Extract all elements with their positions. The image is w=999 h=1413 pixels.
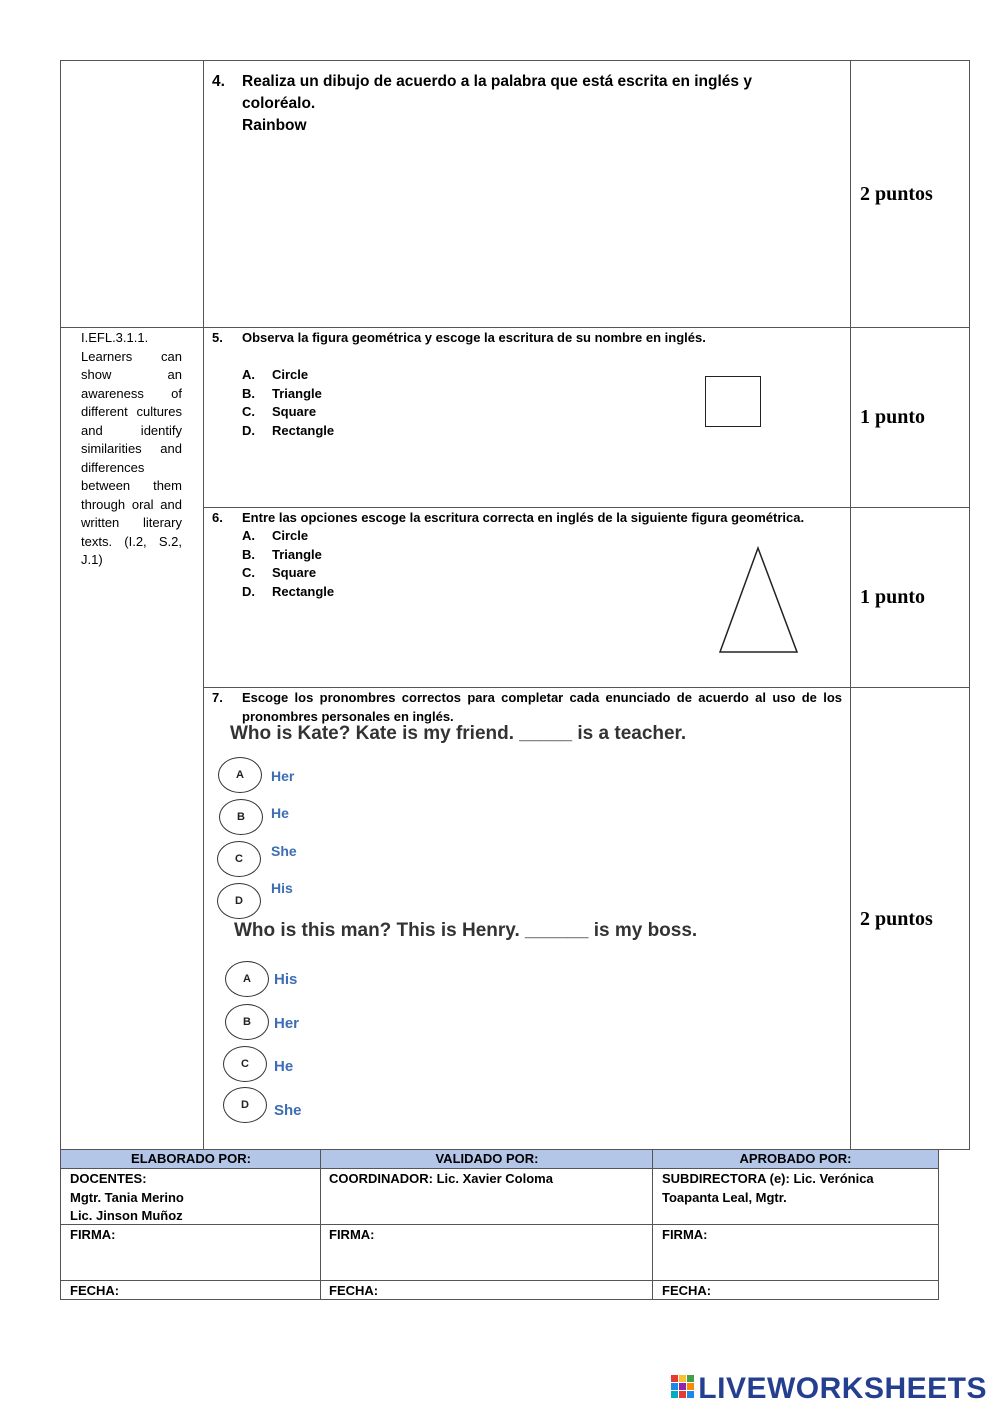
- row-divider: [203, 507, 970, 508]
- q7-s1-option-c-bubble[interactable]: C: [217, 841, 261, 877]
- column-divider: [203, 60, 204, 1150]
- q7-s1-option-d-label: His: [271, 880, 293, 896]
- indicator-text: I.EFL.3.1.1. Learners can show an awareness of different cultures and identify similarities and differences between them through oral and written literary texts. (I.2, S.2, J.1): [81, 330, 182, 567]
- firma-field-2[interactable]: FIRMA:: [329, 1227, 375, 1242]
- fecha-field-2[interactable]: FECHA:: [329, 1283, 379, 1298]
- q5-option-c[interactable]: C. Square: [242, 404, 317, 419]
- column-divider: [850, 60, 851, 1150]
- q7-s2-option-d-bubble[interactable]: D: [223, 1087, 267, 1123]
- q4-text-line2: coloréalo.: [242, 95, 316, 112]
- liveworksheets-wordmark: LIVEWORKSHEETS: [698, 1372, 987, 1405]
- q4-text-line1: Realiza un dibujo de acuerdo a la palabra que está escrita en inglés y: [242, 73, 752, 90]
- q5-points: 1 punto: [860, 406, 926, 428]
- q5-text: Observa la figura geométrica y escoge la escritura de su nombre en inglés.: [242, 330, 706, 345]
- subdirectora-cell: SUBDIRECTORA (e): Lic. Verónica Toapanta Leal, Mgtr.: [662, 1171, 874, 1205]
- q6-number: 6.: [212, 510, 223, 525]
- q4-word: Rainbow: [242, 117, 307, 134]
- q7-s2-option-c-label: He: [274, 1058, 294, 1075]
- q7-s2-option-a-label: His: [274, 971, 298, 988]
- footer-row-divider: [60, 1168, 939, 1169]
- q7-s2-option-b-label: Her: [274, 1015, 300, 1032]
- header-elaborado: ELABORADO POR:: [61, 1150, 321, 1169]
- q6-points: 1 punto: [860, 586, 926, 608]
- fecha-field-3[interactable]: FECHA:: [662, 1283, 712, 1298]
- header-validado: VALIDADO POR:: [321, 1150, 653, 1169]
- footer-row-divider: [60, 1280, 939, 1281]
- q4-points: 2 puntos: [860, 183, 933, 205]
- q7-text: [242, 689, 842, 726]
- q6-options[interactable]: [242, 527, 334, 601]
- q7-s2-option-b-bubble[interactable]: B: [225, 1004, 269, 1040]
- q7-s1-option-a-bubble[interactable]: A: [218, 757, 262, 793]
- q4-number: 4.: [212, 73, 225, 90]
- q6-option-c[interactable]: C. Square: [242, 565, 317, 580]
- square-shape: [705, 376, 761, 427]
- q6-option-a[interactable]: A. Circle: [242, 528, 309, 543]
- q7-s1-option-c-label: She: [271, 843, 297, 859]
- header-aprobado: APROBADO POR:: [653, 1150, 938, 1169]
- table-border-right: [969, 60, 970, 1150]
- triangle-shape: [715, 545, 801, 657]
- q6-option-d[interactable]: D. Rectangle: [242, 583, 335, 599]
- q5-options[interactable]: [242, 366, 334, 440]
- q5-number: 5.: [212, 330, 223, 345]
- table-border-top: [60, 60, 970, 61]
- footer-col-divider: [320, 1149, 321, 1300]
- q7-s2-option-d-label: She: [274, 1102, 302, 1119]
- q7-s2-option-a-bubble[interactable]: A: [225, 961, 269, 997]
- q5-option-a[interactable]: A. Circle: [242, 367, 309, 382]
- row-divider: [203, 687, 970, 688]
- liveworksheets-logo[interactable]: [671, 1372, 987, 1406]
- q7-number: 7.: [212, 690, 223, 705]
- q6-text: Entre las opciones escoge la escritura correcta en inglés de la siguiente figura geométrica.: [242, 510, 805, 525]
- footer-col-divider: [652, 1149, 653, 1300]
- fecha-field-1[interactable]: FECHA:: [70, 1283, 120, 1298]
- q7-sentence-2: Who is this man? This is Henry. ______ is my boss.: [234, 920, 698, 941]
- footer-row-divider: [60, 1224, 939, 1225]
- q7-s1-option-b-label: He: [271, 805, 289, 821]
- q7-s1-option-b-bubble[interactable]: B: [219, 799, 263, 835]
- row-divider: [60, 327, 970, 328]
- q7-points: 2 puntos: [860, 908, 933, 930]
- q7-s1-option-a-label: Her: [271, 768, 295, 784]
- coordinador-cell: COORDINADOR: Lic. Xavier Coloma: [329, 1171, 553, 1186]
- q6-option-b[interactable]: B. Triangle: [242, 546, 322, 562]
- table-border-left: [60, 60, 61, 1150]
- q7-s1-option-d-bubble[interactable]: D: [217, 883, 261, 919]
- q4-instructions: [242, 71, 842, 137]
- q7-sentence-1: Who is Kate? Kate is my friend. _____ is a teacher.: [230, 723, 687, 744]
- firma-field-3[interactable]: FIRMA:: [662, 1227, 708, 1242]
- docentes-cell: DOCENTES: Mgtr. Tania Merino Lic. Jinson Muñoz: [70, 1171, 184, 1223]
- q7-text-line2: pronombres personales en inglés.: [242, 708, 454, 724]
- liveworksheets-icon: [671, 1375, 695, 1403]
- q5-option-b[interactable]: B. Triangle: [242, 385, 322, 401]
- q7-s2-option-c-bubble[interactable]: C: [223, 1046, 267, 1082]
- q7-text-line1: Escoge los pronombres correctos para completar cada enunciado de acuerdo al uso de los: [242, 690, 842, 705]
- firma-field-1[interactable]: FIRMA:: [70, 1227, 116, 1242]
- q5-option-d[interactable]: D. Rectangle: [242, 422, 335, 438]
